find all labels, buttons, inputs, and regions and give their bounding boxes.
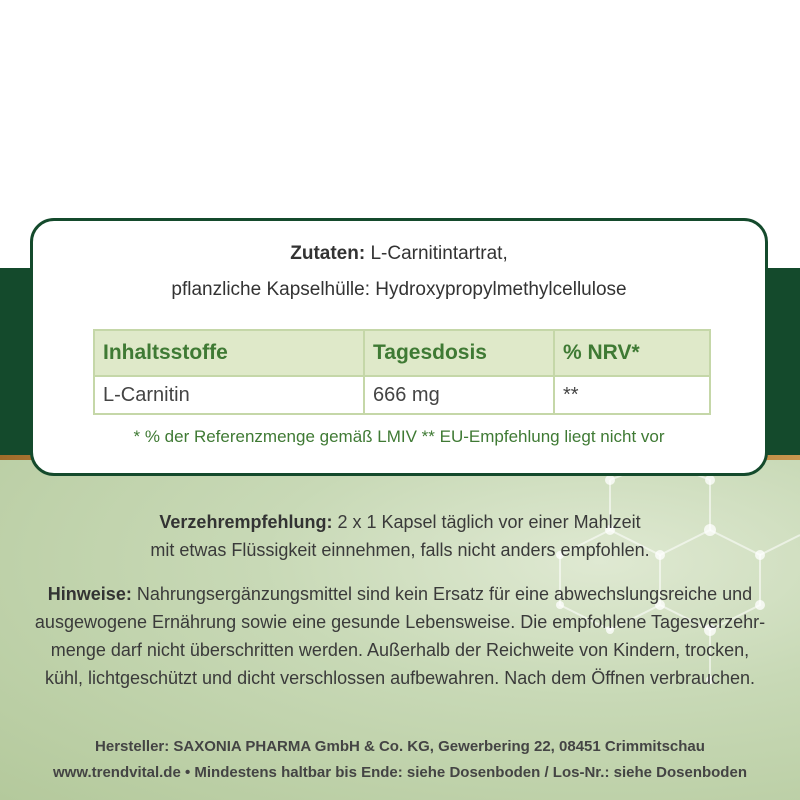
notes-line-4: kühl, lichtgeschützt und dicht verschlossen aufbewahren. Nach dem Öffnen verbrauchen. — [44, 668, 756, 688]
manufacturer-line-2: www.trendvital.de • Mindestens haltbar bis Ende: siehe Dosenboden / Los-Nr.: siehe Dosenboden — [53, 764, 747, 781]
header-daily-dose: Tagesdosis — [364, 330, 554, 376]
dosage-text-1: 2 x 1 Kapsel täglich vor einer Mahlzeit — [332, 512, 641, 532]
footnote: * % der Referenzmenge gemäß LMIV ** EU-Empfehlung liegt nicht vor — [133, 427, 665, 446]
manufacturer-line-1: Hersteller: SAXONIA PHARMA GmbH & Co. KG, Gewerbering 22, 08451 Crimmitschau — [95, 738, 705, 755]
ingredients-card — [30, 218, 768, 476]
notes-section — [14, 580, 786, 692]
cell-nrv: ** — [554, 376, 710, 414]
notes-line-2: ausgewogene Ernährung sowie eine gesunde Lebensweise. Die empfohlene Tagesverzehr- — [34, 612, 766, 632]
ingredients-label: Zutaten: — [290, 243, 366, 264]
table-header-row — [94, 330, 710, 376]
ingredients-text-1: L-Carnitintartrat, — [365, 243, 508, 264]
nutrition-table — [93, 329, 711, 415]
header-ingredients: Inhaltsstoffe — [94, 330, 364, 376]
notes-label: Hinweise: — [47, 584, 132, 604]
dosage-line-1 — [14, 508, 786, 536]
ingredients-line-2: pflanzliche Kapselhülle: Hydroxypropylmethylcellulose — [171, 279, 627, 300]
table-row — [94, 376, 710, 414]
manufacturer-info — [14, 734, 786, 786]
notes-text-1: Nahrungsergänzungsmittel sind kein Ersatz für eine abwechslungsreiche und — [131, 584, 753, 604]
ingredients-line-1 — [33, 243, 765, 265]
dosage-recommendation — [14, 508, 786, 564]
dosage-label: Verzehrempfehlung: — [159, 512, 333, 532]
header-nrv: % NRV* — [554, 330, 710, 376]
cell-ingredient: L-Carnitin — [94, 376, 364, 414]
notes-line-1 — [14, 580, 786, 608]
cell-dose: 666 mg — [364, 376, 554, 414]
notes-line-3: menge darf nicht überschritten werden. Außerhalb der Reichweite von Kindern, trocken, — [50, 640, 750, 660]
dosage-line-2: mit etwas Flüssigkeit einnehmen, falls nicht anders empfohlen. — [150, 540, 650, 560]
